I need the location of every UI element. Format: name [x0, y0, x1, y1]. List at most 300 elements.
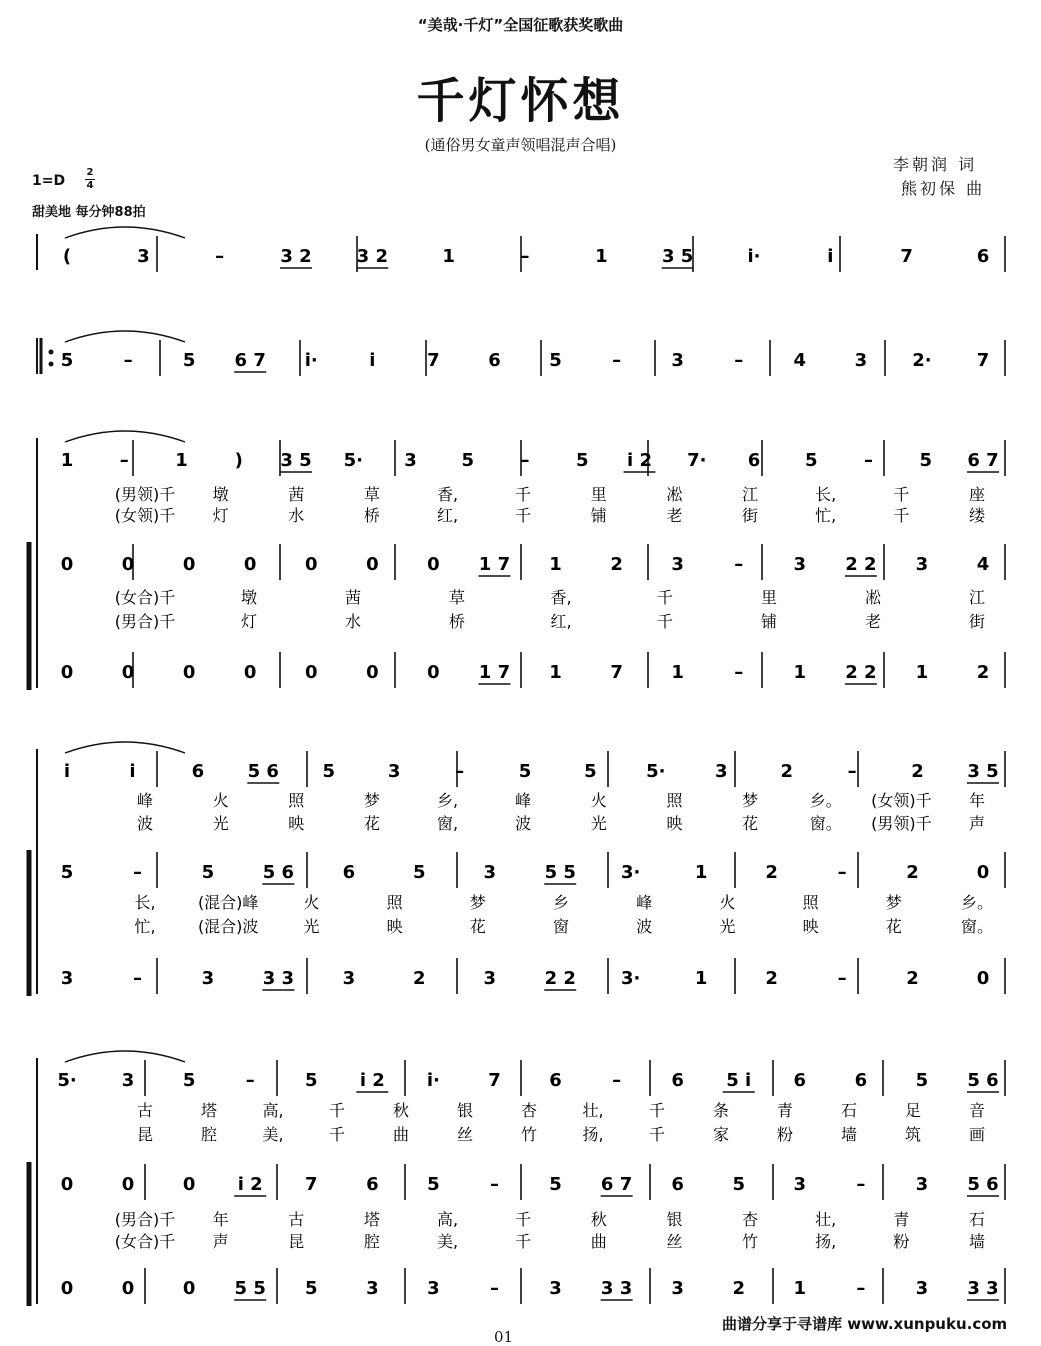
jianpu-note: 0 — [366, 662, 379, 683]
lyric-syllable: 桥 — [363, 506, 380, 525]
jianpu-note: 0 — [366, 554, 379, 575]
jianpu-note: ) — [234, 450, 243, 471]
jianpu-note: 2 — [906, 968, 919, 989]
lyric-syllable: 足 — [904, 1101, 922, 1120]
lyric-syllable: 乡, — [436, 791, 459, 810]
composer-credit: 熊初保 曲 — [901, 179, 986, 198]
jianpu-note: – — [734, 350, 744, 371]
jianpu-note: 6 — [976, 246, 990, 267]
jianpu-note: 7· — [687, 450, 707, 471]
lyric-syllable: 草 — [448, 588, 466, 607]
jianpu-note: i· — [304, 350, 318, 371]
lyric-syllable: 花 — [742, 814, 759, 833]
lyric-syllable: 窗。 — [809, 814, 842, 833]
song-title: 千灯怀想 — [416, 73, 625, 129]
lyric-syllable: 座 — [968, 485, 986, 504]
slur — [65, 431, 185, 442]
jianpu-note: 3 — [915, 1278, 929, 1299]
jianpu-note: 1 — [595, 246, 608, 267]
jianpu-note: 3 — [854, 350, 868, 371]
jianpu-note: – — [489, 1278, 499, 1299]
lyric-syllable: 杏 — [742, 1210, 759, 1229]
jianpu-note: 5 — [60, 350, 74, 371]
jianpu-note: 5 — [915, 1070, 929, 1091]
jianpu-note: 3 — [387, 761, 401, 782]
jianpu-note: – — [520, 450, 530, 471]
lyric-syllable: 银 — [666, 1210, 683, 1229]
jianpu-note: 1 7 — [478, 554, 511, 575]
lyric-syllable: 映 — [288, 814, 305, 833]
lyric-syllable: (男合)千 — [114, 1210, 176, 1229]
jianpu-note: i· — [747, 246, 761, 267]
lyric-syllable: 扬, — [815, 1232, 837, 1251]
lyric-syllable: 窗 — [552, 917, 570, 936]
lyric-syllable: 千 — [893, 485, 910, 504]
lyric-syllable: 乡。 — [960, 893, 994, 912]
lyric-syllable: 扬, — [582, 1125, 604, 1144]
watermark: 曲谱分享于寻谱库 www.xunpuku.com — [722, 1315, 1008, 1333]
jianpu-note: 0 — [305, 662, 318, 683]
jianpu-note: 1 — [442, 246, 455, 267]
jianpu-note: 3 3 — [262, 968, 295, 989]
lyric-syllable: 梦 — [469, 893, 486, 912]
lyric-syllable: (女领)千 — [871, 791, 932, 810]
jianpu-note: 5 — [60, 862, 74, 883]
tempo-marking: 甜美地 每分钟88拍 — [32, 205, 146, 220]
lyric-syllable: 腔 — [363, 1232, 380, 1251]
lyric-syllable: 波 — [515, 814, 532, 833]
jianpu-note: 5 — [461, 450, 475, 471]
lyric-syllable: 昆 — [288, 1232, 305, 1251]
jianpu-note: 7 — [900, 246, 913, 267]
lyric-syllable: 腔 — [200, 1125, 218, 1144]
jianpu-note: 5 — [549, 1174, 562, 1195]
lyric-syllable: 忙, — [815, 506, 837, 525]
lyric-syllable: 丝 — [456, 1125, 474, 1144]
lyric-syllable: 墩 — [212, 485, 229, 504]
lyric-syllable: 照 — [666, 791, 683, 810]
lyric-syllable: 火 — [212, 791, 229, 810]
jianpu-note: 3 — [915, 554, 929, 575]
jianpu-note: i 2 — [359, 1070, 385, 1091]
jianpu-note: 0 — [976, 862, 990, 883]
lyric-syllable: 光 — [590, 814, 607, 833]
lyric-syllable: 缕 — [968, 506, 986, 525]
lyric-syllable: 光 — [303, 917, 320, 936]
lyric-syllable: 江 — [742, 485, 759, 504]
jianpu-note: 5 — [584, 761, 597, 782]
lyric-syllable: 峰 — [636, 893, 653, 912]
lyric-syllable: 水 — [288, 506, 305, 525]
jianpu-note: 5 — [575, 450, 589, 471]
lyric-syllable: 乡。 — [809, 791, 842, 810]
lyric-syllable: 梦 — [885, 893, 902, 912]
jianpu-note: 6 — [488, 350, 501, 371]
lyric-syllable: 墙 — [968, 1232, 986, 1251]
lyric-syllable: 峰 — [515, 791, 532, 810]
jianpu-note: 5 — [518, 761, 532, 782]
jianpu-note: 5 — [413, 862, 426, 883]
lyric-syllable: 灯 — [240, 612, 258, 631]
jianpu-note: 4 — [976, 554, 990, 575]
jianpu-note: 2 2 — [845, 662, 877, 683]
lyric-syllable: 映 — [802, 917, 819, 936]
jianpu-note: 3 5 — [662, 246, 694, 267]
slur — [65, 331, 185, 342]
jianpu-note: 6 — [366, 1174, 379, 1195]
jianpu-note: 3 — [60, 968, 74, 989]
lyric-syllable: 声 — [212, 1232, 229, 1251]
lyric-syllable: 长, — [815, 485, 837, 504]
lyric-syllable: 古 — [288, 1210, 305, 1229]
jianpu-note: 3· — [621, 862, 641, 883]
lyric-syllable: 凇 — [864, 588, 882, 607]
jianpu-note: 3 — [121, 1070, 135, 1091]
lyric-syllable: 秋 — [392, 1101, 410, 1120]
jianpu-note: 1 — [694, 862, 708, 883]
lyric-syllable: 红, — [550, 612, 572, 631]
jianpu-note: 3 5 — [967, 761, 999, 782]
jianpu-note: 0 — [60, 554, 74, 575]
jianpu-note: 2· — [912, 350, 932, 371]
lyric-syllable: 银 — [456, 1101, 474, 1120]
jianpu-note: – — [119, 450, 129, 471]
jianpu-note: 0 — [182, 662, 196, 683]
jianpu-note: 5 — [182, 1070, 196, 1091]
slur — [65, 742, 185, 753]
jianpu-note: 3 — [366, 1278, 379, 1299]
jianpu-note: – — [612, 1070, 622, 1091]
jianpu-note: 2 2 — [544, 968, 576, 989]
jianpu-note: 3 — [671, 350, 684, 371]
jianpu-note: 3 2 — [356, 246, 388, 267]
jianpu-note: 6 7 — [600, 1174, 633, 1195]
jianpu-note: 5 — [732, 1174, 745, 1195]
jianpu-note: – — [489, 1174, 499, 1195]
jianpu-note: 0 — [427, 554, 440, 575]
jianpu-note: 1 — [60, 450, 74, 471]
lyric-syllable: 映 — [386, 917, 403, 936]
lyric-syllable: 曲 — [392, 1125, 410, 1144]
lyric-syllable: 千 — [656, 588, 674, 607]
lyric-syllable: 水 — [344, 612, 362, 631]
lyric-syllable: 美, — [436, 1232, 459, 1251]
lyric-syllable: 香, — [436, 485, 459, 504]
lyric-syllable: 年 — [212, 1210, 229, 1229]
lyric-syllable: 千 — [515, 485, 532, 504]
jianpu-note: 5 — [182, 350, 196, 371]
slur — [65, 1051, 185, 1062]
jianpu-note: i 2 — [237, 1174, 263, 1195]
jianpu-note: 3 3 — [600, 1278, 633, 1299]
jianpu-note: 0 — [60, 1278, 74, 1299]
lyric-syllable: 里 — [760, 588, 778, 607]
jianpu-note: 5 6 — [967, 1070, 999, 1091]
lyric-syllable: 街 — [742, 506, 759, 525]
jianpu-note: 7 — [610, 662, 623, 683]
lyric-syllable: 桥 — [448, 612, 466, 631]
jianpu-note: 1 — [175, 450, 188, 471]
repeat-dot — [49, 362, 54, 367]
lyric-syllable: 古 — [136, 1101, 154, 1120]
jianpu-note: 5 6 — [967, 1174, 999, 1195]
jianpu-note: 0 — [243, 662, 257, 683]
key-signature: 1=D — [32, 173, 66, 189]
lyric-syllable: 光 — [719, 917, 736, 936]
lyric-syllable: 竹 — [742, 1232, 759, 1251]
jianpu-note: 5 — [549, 350, 562, 371]
jianpu-note: 7 — [488, 1070, 501, 1091]
jianpu-note: 3 — [793, 1174, 807, 1195]
jianpu-note: 6 — [854, 1070, 868, 1091]
lyric-syllable: 里 — [590, 485, 607, 504]
jianpu-note: 0 — [121, 1278, 135, 1299]
jianpu-note: 1 — [793, 1278, 807, 1299]
jianpu-note: 5 6 — [262, 862, 295, 883]
slur — [65, 227, 185, 238]
lyric-syllable: 茜 — [344, 588, 362, 607]
lyric-syllable: 灯 — [212, 506, 229, 525]
lyric-syllable: 千 — [328, 1125, 346, 1144]
lyric-syllable: 火 — [303, 893, 320, 912]
jianpu-note: 5 — [919, 450, 933, 471]
lyric-syllable: 千 — [515, 506, 532, 525]
lyric-syllable: (女合)千 — [114, 588, 176, 607]
jianpu-note: 3 — [671, 554, 684, 575]
jianpu-note: – — [612, 350, 622, 371]
jianpu-note: 5 — [322, 761, 335, 782]
time-signature-bottom: 4 — [86, 180, 94, 191]
lyric-syllable: 街 — [968, 612, 986, 631]
jianpu-note: 3 — [483, 968, 497, 989]
jianpu-note: 0 — [182, 554, 196, 575]
jianpu-note: 7 — [976, 350, 990, 371]
jianpu-note: i — [369, 350, 376, 371]
jianpu-note: – — [734, 662, 744, 683]
jianpu-note: 0 — [182, 1278, 196, 1299]
jianpu-note: 0 — [121, 554, 135, 575]
lyric-syllable: 音 — [968, 1101, 986, 1120]
jianpu-note: 3 — [427, 1278, 440, 1299]
jianpu-note: 2 — [911, 761, 924, 782]
lyricist-credit: 李朝润 词 — [893, 155, 978, 174]
lyric-syllable: 千 — [328, 1101, 346, 1120]
lyric-syllable: 茜 — [288, 485, 305, 504]
jianpu-note: 5 — [427, 1174, 440, 1195]
lyric-syllable: 梦 — [363, 791, 380, 810]
jianpu-note: 0 — [182, 1174, 196, 1195]
lyric-syllable: 筑 — [904, 1125, 922, 1144]
lyric-syllable: (混合)波 — [197, 917, 259, 936]
lyric-syllable: 照 — [386, 893, 403, 912]
song-subtitle: (通俗男女童声领唱混声合唱) — [424, 136, 617, 154]
lyric-syllable: 石 — [968, 1210, 986, 1229]
lyric-syllable: 墙 — [840, 1125, 858, 1144]
lyric-syllable: (男领)千 — [871, 814, 932, 833]
jianpu-note: 3 — [793, 554, 807, 575]
jianpu-note: i — [129, 761, 136, 782]
jianpu-note: 1 — [915, 662, 929, 683]
lyric-syllable: 忙, — [134, 917, 156, 936]
jianpu-note: – — [215, 246, 225, 267]
jianpu-note: – — [455, 761, 465, 782]
jianpu-note: 7 — [305, 1174, 318, 1195]
jianpu-note: 2 — [906, 862, 919, 883]
jianpu-note: 5 — [804, 450, 818, 471]
jianpu-note: 2 — [976, 662, 990, 683]
jianpu-note: 0 — [121, 1174, 135, 1195]
lyric-syllable: 竹 — [520, 1125, 538, 1144]
jianpu-note: 1 7 — [478, 662, 511, 683]
lyric-syllable: (女合)千 — [114, 1232, 176, 1251]
jianpu-note: 5 — [305, 1070, 318, 1091]
jianpu-note: 1 — [549, 662, 562, 683]
lyric-syllable: (男合)千 — [114, 612, 176, 631]
jianpu-note: – — [520, 246, 530, 267]
jianpu-note: 5 — [201, 862, 215, 883]
page-number: 01 — [494, 1328, 514, 1346]
lyric-syllable: 粉 — [893, 1232, 910, 1251]
lyric-syllable: 千 — [648, 1125, 666, 1144]
jianpu-note: 3 5 — [280, 450, 312, 471]
jianpu-note: 1 — [671, 662, 684, 683]
jianpu-note: – — [245, 1070, 255, 1091]
jianpu-note: i· — [426, 1070, 440, 1091]
lyric-syllable: 红, — [436, 506, 459, 525]
jianpu-note: 7 — [427, 350, 440, 371]
lyric-syllable: 波 — [136, 814, 154, 833]
jianpu-note: 5 5 — [234, 1278, 266, 1299]
jianpu-note: ( — [62, 246, 72, 267]
lyric-syllable: 年 — [968, 791, 986, 810]
jianpu-note: 3 3 — [967, 1278, 999, 1299]
lyric-syllable: 杏 — [520, 1101, 538, 1120]
jianpu-note: 0 — [305, 554, 318, 575]
lyric-syllable: 映 — [666, 814, 683, 833]
lyric-syllable: 壮, — [582, 1101, 604, 1120]
lyric-syllable: 草 — [363, 485, 380, 504]
jianpu-note: 5 5 — [544, 862, 576, 883]
jianpu-note: 6 — [671, 1070, 684, 1091]
lyric-syllable: 长, — [134, 893, 156, 912]
lyric-syllable: 石 — [840, 1101, 858, 1120]
lyric-syllable: (混合)峰 — [197, 893, 259, 912]
lyric-syllable: 峰 — [136, 791, 154, 810]
jianpu-note: 2 — [780, 761, 793, 782]
jianpu-note: 6 — [793, 1070, 807, 1091]
lyric-syllable: 家 — [712, 1125, 730, 1144]
lyric-syllable: 窗。 — [960, 917, 994, 936]
lyric-syllable: 铺 — [590, 506, 607, 525]
lyric-syllable: 青 — [893, 1210, 910, 1229]
lyric-syllable: 火 — [590, 791, 607, 810]
lyric-syllable: 塔 — [200, 1101, 218, 1120]
jianpu-note: 6 — [747, 450, 761, 471]
lyric-syllable: 火 — [719, 893, 736, 912]
jianpu-note: 5 — [305, 1278, 318, 1299]
jianpu-note: 5 i — [726, 1070, 752, 1091]
jianpu-note: – — [837, 862, 847, 883]
lyric-syllable: 壮, — [815, 1210, 837, 1229]
jianpu-note: 4 — [793, 350, 807, 371]
jianpu-note: 2 — [765, 968, 778, 989]
jianpu-note: 6 — [191, 761, 205, 782]
lyric-syllable: 照 — [802, 893, 819, 912]
lyric-syllable: 高, — [436, 1210, 459, 1229]
jianpu-note: 5· — [57, 1070, 77, 1091]
jianpu-note: 5 6 — [247, 761, 279, 782]
jianpu-note: 3 — [201, 968, 215, 989]
jianpu-note: 3 2 — [280, 246, 312, 267]
jianpu-note: – — [856, 1174, 866, 1195]
jianpu-note: 3 — [915, 1174, 929, 1195]
lyric-syllable: 昆 — [136, 1125, 154, 1144]
jianpu-note: 1 — [549, 554, 562, 575]
lyric-syllable: 美, — [262, 1125, 284, 1144]
jianpu-note: 2 — [610, 554, 623, 575]
jianpu-note: 1 — [793, 662, 807, 683]
jianpu-note: – — [132, 968, 142, 989]
jianpu-note: – — [123, 350, 133, 371]
jianpu-note: 6 7 — [234, 350, 266, 371]
jianpu-note: 0 — [976, 968, 990, 989]
lyric-syllable: 曲 — [590, 1232, 607, 1251]
lyric-syllable: 花 — [885, 917, 902, 936]
lyric-syllable: 江 — [968, 588, 986, 607]
jianpu-note: 5· — [343, 450, 363, 471]
jianpu-note: 3 — [715, 761, 728, 782]
lyric-syllable: 乡 — [552, 893, 570, 912]
jianpu-note: 3 — [549, 1278, 562, 1299]
lyric-syllable: 光 — [212, 814, 229, 833]
jianpu-note: 0 — [60, 662, 74, 683]
supertitle: “美哉·千灯”全国征歌获奖歌曲 — [417, 16, 624, 34]
lyric-syllable: (女领)千 — [114, 506, 176, 525]
jianpu-note: i 2 — [627, 450, 652, 471]
jianpu-note: 0 — [243, 554, 257, 575]
jianpu-note: 0 — [427, 662, 440, 683]
jianpu-note: 3 — [483, 862, 497, 883]
jianpu-note: i — [63, 761, 71, 782]
jianpu-note: 3 — [671, 1278, 684, 1299]
lyric-syllable: 波 — [636, 917, 653, 936]
lyric-syllable: 高, — [262, 1101, 284, 1120]
jianpu-note: 6 — [342, 862, 356, 883]
lyric-syllable: 秋 — [590, 1210, 607, 1229]
lyric-syllable: 窗, — [436, 814, 459, 833]
lyric-syllable: 条 — [712, 1101, 730, 1120]
jianpu-note: 2 — [765, 862, 778, 883]
jianpu-note: 6 — [549, 1070, 562, 1091]
jianpu-note: – — [856, 1278, 866, 1299]
lyric-syllable: 千 — [893, 506, 910, 525]
jianpu-note: 2 2 — [845, 554, 877, 575]
jianpu-note: – — [132, 862, 142, 883]
jianpu-note: – — [837, 968, 847, 989]
lyric-syllable: 千 — [656, 612, 674, 631]
lyric-syllable: 老 — [666, 506, 683, 525]
jianpu-note: 6 7 — [967, 450, 999, 471]
lyric-syllable: 凇 — [666, 485, 683, 504]
lyric-syllable: 千 — [515, 1210, 532, 1229]
lyric-syllable: 声 — [968, 814, 986, 833]
jianpu-note: 0 — [60, 1174, 74, 1195]
lyric-syllable: 铺 — [760, 612, 778, 631]
jianpu-note: 1 — [694, 968, 708, 989]
jianpu-note: – — [864, 450, 873, 471]
jianpu-note: 6 — [671, 1174, 684, 1195]
jianpu-note: – — [847, 761, 857, 782]
